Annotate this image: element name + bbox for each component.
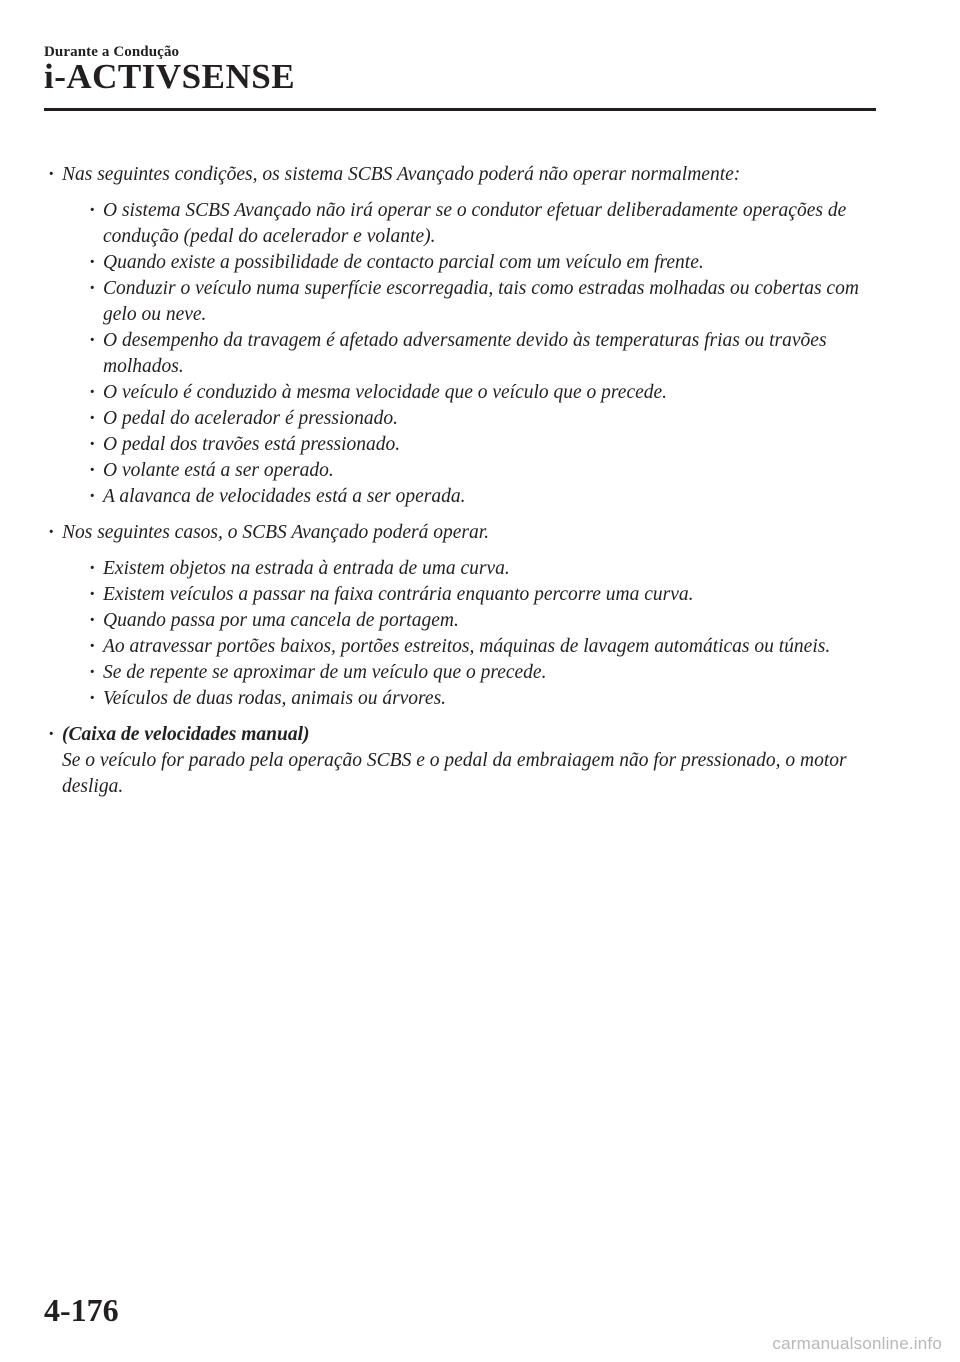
bullet-icon: · (48, 522, 55, 543)
chapter-title: i-ACTIVSENSE (44, 57, 296, 96)
bullet-icon: · (89, 584, 96, 605)
bullet-icon: · (89, 330, 96, 351)
page-number: 4-176 (44, 1292, 119, 1328)
sub-list-item (85, 608, 884, 634)
bullet-text: Se o veículo for parado pela operação SCBS e o pedal da embraiagem não for pressionado, o motor desliga. (62, 750, 847, 797)
sub-list-item (85, 582, 884, 608)
sub-list-item (85, 250, 884, 276)
sub-list-item-text: Se de repente se aproximar de um veículo que o precede. (103, 662, 547, 683)
bullet-icon: · (48, 164, 55, 185)
sub-list-item (85, 406, 884, 432)
bullet-item-manual-transmission (44, 722, 884, 800)
bullet-icon: · (89, 434, 96, 455)
bullet-icon: · (89, 278, 96, 299)
sub-list-item (85, 458, 884, 484)
sub-list-item-text: Quando passa por uma cancela de portagem. (103, 610, 459, 631)
sub-list-item (85, 686, 884, 712)
bullet-icon: · (89, 486, 96, 507)
header-divider (44, 108, 876, 111)
bullet-text: Nos seguintes casos, o SCBS Avançado poderá operar. (62, 522, 490, 543)
bullet-icon: · (89, 688, 96, 709)
sub-list-item-text: O sistema SCBS Avançado não irá operar se o condutor efetuar deliberadamente operações de condução (pedal do acelerador e volante). (103, 200, 847, 247)
sub-list-item (85, 634, 884, 660)
bullet-icon: · (89, 558, 96, 579)
bullet-item-conditions (44, 162, 884, 510)
sub-list-item-text: O desempenho da travagem é afetado adversamente devido às temperaturas frias ou travões molhados. (103, 330, 827, 377)
sub-list-item (85, 484, 884, 510)
sub-list-item (85, 198, 884, 250)
sub-list-item-text: Veículos de duas rodas, animais ou árvores. (103, 688, 447, 709)
bullet-icon: · (89, 252, 96, 273)
bullet-item-cases (44, 520, 884, 712)
sub-list-item (85, 328, 884, 380)
sub-list-item (85, 660, 884, 686)
bullet-icon: · (89, 200, 96, 221)
bullet-icon: · (89, 408, 96, 429)
section-title: Durante a Condução (44, 44, 180, 60)
sub-list-item-text: Existem veículos a passar na faixa contrária enquanto percorre uma curva. (103, 584, 694, 605)
bullet-icon: · (89, 662, 96, 683)
main-content (44, 162, 884, 800)
bullet-icon: · (48, 724, 55, 745)
bullet-icon: · (89, 460, 96, 481)
sub-list-item (85, 432, 884, 458)
sub-list-item-text: O veículo é conduzido à mesma velocidade que o veículo que o precede. (103, 382, 668, 403)
sub-list-item-text: Quando existe a possibilidade de contacto parcial com um veículo em frente. (103, 252, 704, 273)
sub-list (62, 198, 884, 510)
sub-list-item (85, 556, 884, 582)
manual-transmission-label-text: Caixa de velocidades manual (68, 724, 304, 745)
sub-list-item-text: O pedal dos travões está pressionado. (103, 434, 401, 455)
watermark: carmanualsonline.info (772, 1334, 942, 1353)
sub-list-item-text: A alavanca de velocidades está a ser operada. (103, 486, 466, 507)
sub-list-item (85, 276, 884, 328)
sub-list (62, 556, 884, 712)
sub-list-item-text: O volante está a ser operado. (103, 460, 334, 481)
sub-list-item-text: O pedal do acelerador é pressionado. (103, 408, 398, 429)
sub-list-item-text: Ao atravessar portões baixos, portões estreitos, máquinas de lavagem automáticas ou túneis. (103, 636, 831, 657)
sub-list-item-text: Conduzir o veículo numa superfície escorregadia, tais como estradas molhadas ou cobertas com gelo ou neve. (103, 278, 859, 325)
bullet-text: Nas seguintes condições, os sistema SCBS Avançado poderá não operar normalmente: (62, 164, 741, 185)
bullet-icon: · (89, 382, 96, 403)
sub-list-item-text: Existem objetos na estrada à entrada de uma curva. (103, 558, 510, 579)
bullet-icon: · (89, 610, 96, 631)
sub-list-item (85, 380, 884, 406)
manual-transmission-label: (Caixa de velocidades manual) (62, 724, 310, 745)
bullet-icon: · (89, 636, 96, 657)
